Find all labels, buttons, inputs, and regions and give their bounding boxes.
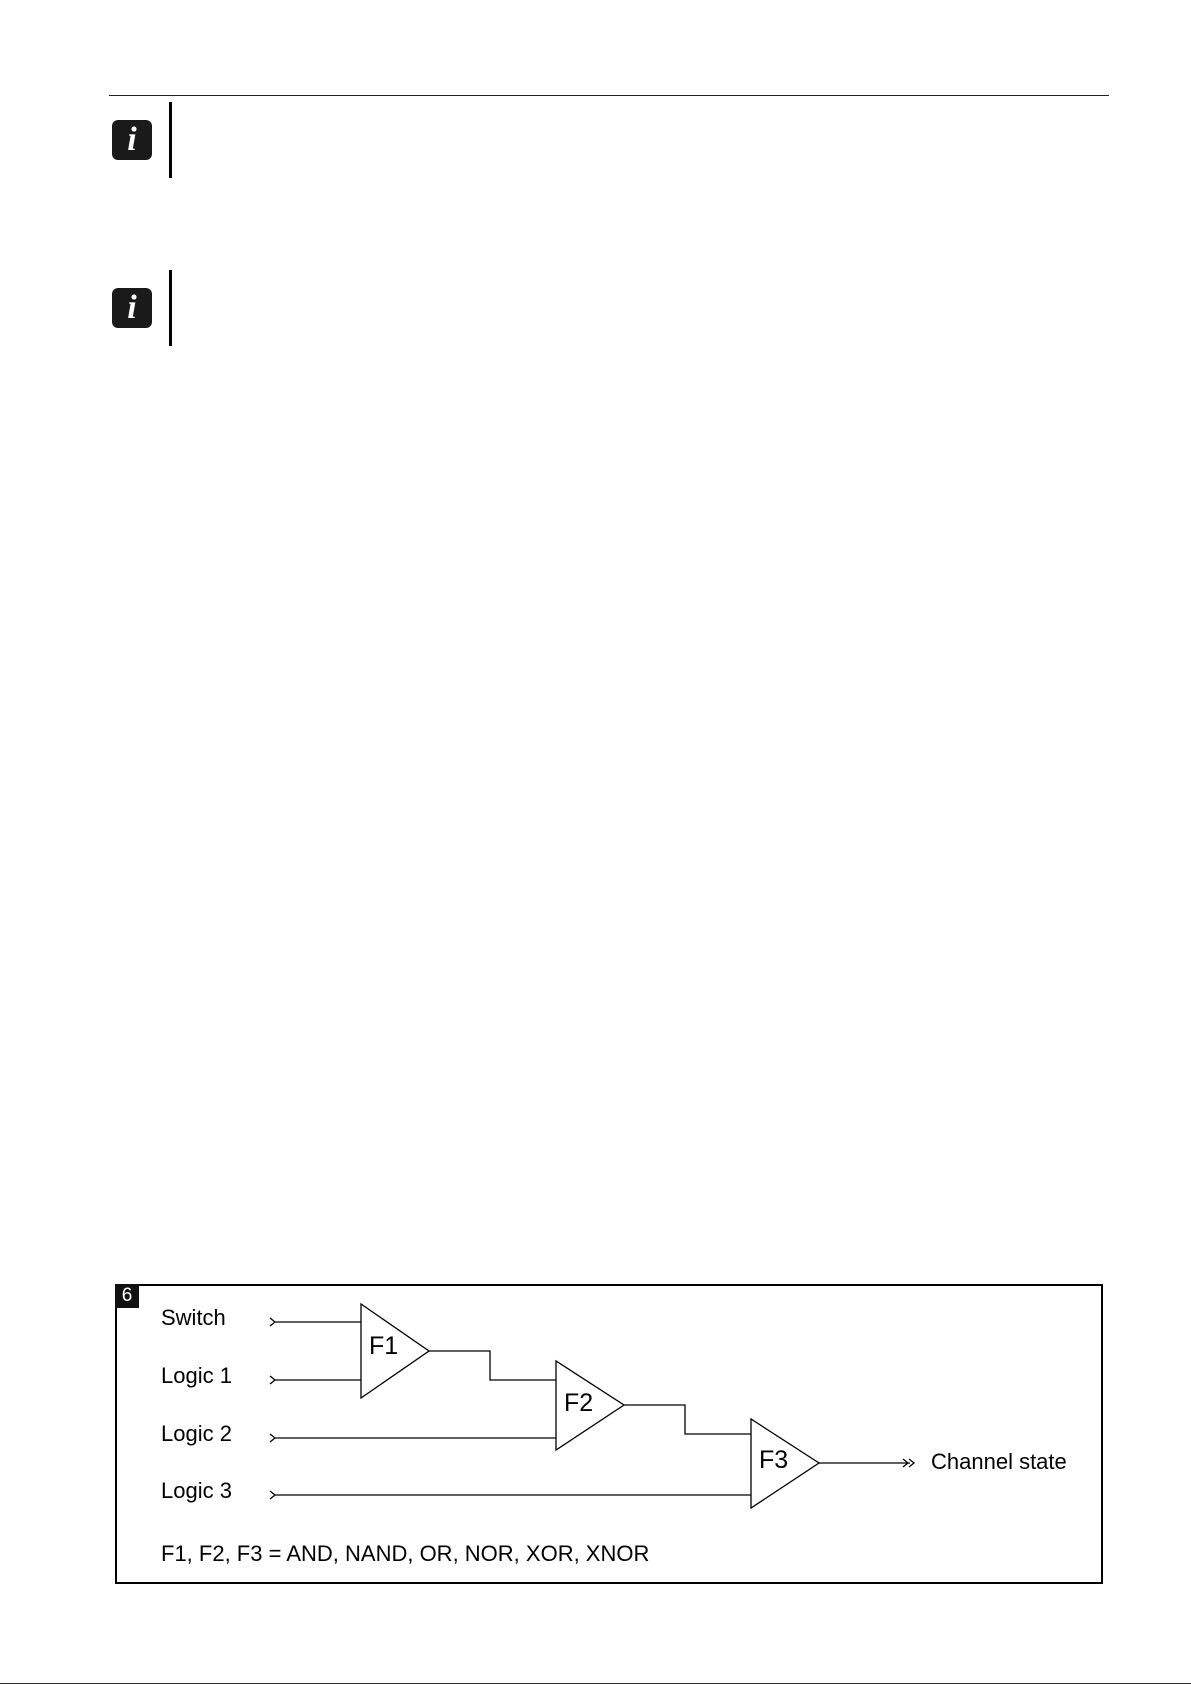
info-icon bbox=[112, 288, 152, 328]
input-label-switch: Switch bbox=[161, 1305, 226, 1330]
input-label-logic-3: Logic 3 bbox=[161, 1478, 232, 1503]
gate-function-legend: F1, F2, F3 = AND, NAND, OR, NOR, XOR, XNOR bbox=[161, 1541, 650, 1566]
info-icon-glyph: i bbox=[127, 121, 137, 158]
info-note-2 bbox=[111, 264, 1111, 346]
logic-diagram-figure bbox=[115, 1284, 1103, 1584]
info-icon bbox=[112, 120, 152, 160]
input-label-logic-1: Logic 1 bbox=[161, 1363, 232, 1388]
logic-diagram bbox=[115, 1284, 1103, 1584]
note-bar bbox=[169, 102, 172, 178]
figure-number-badge: 6 bbox=[115, 1284, 139, 1308]
input-label-logic-2: Logic 2 bbox=[161, 1421, 232, 1446]
gate-label-f3: F3 bbox=[759, 1446, 789, 1474]
gate-label-f2: F2 bbox=[564, 1389, 594, 1417]
output-label: Channel state bbox=[931, 1449, 1067, 1474]
footer-rule bbox=[0, 1683, 1191, 1684]
logic2-input-arrow bbox=[270, 1434, 275, 1442]
f2-to-f3-wire bbox=[624, 1405, 751, 1434]
logic3-input-arrow bbox=[270, 1491, 275, 1499]
info-note-1 bbox=[111, 96, 1111, 178]
figure-frame bbox=[116, 1285, 1102, 1583]
logic1-input-arrow bbox=[270, 1376, 275, 1384]
note-bar bbox=[169, 270, 172, 346]
info-icon-glyph: i bbox=[127, 289, 137, 326]
switch-input-arrow bbox=[270, 1318, 275, 1326]
f1-to-f2-wire bbox=[429, 1351, 556, 1380]
gate-label-f1: F1 bbox=[369, 1332, 399, 1360]
